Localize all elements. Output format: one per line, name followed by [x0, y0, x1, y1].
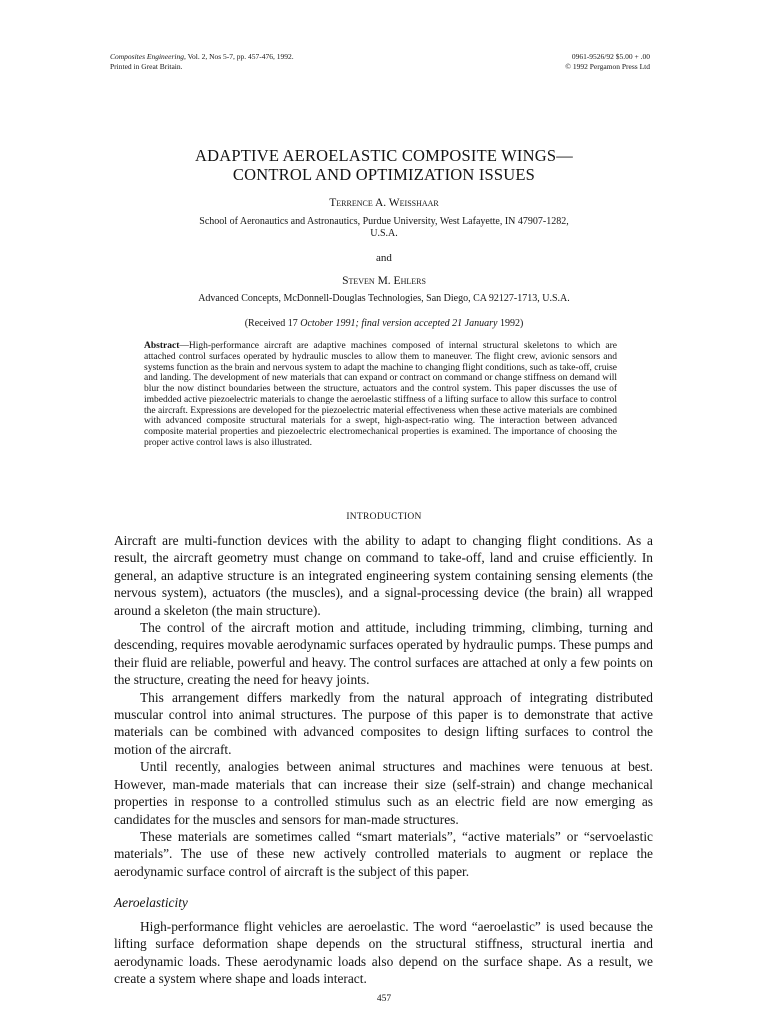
price-code: 0961-9526/92 $5.00 + .00: [571, 52, 650, 61]
paper-title: [0, 146, 768, 184]
abstract-label: Abstract: [144, 341, 180, 351]
journal-header-right: [565, 52, 650, 72]
paragraph: High-performance flight vehicles are aeroelastic. The word “aeroelastic” is used because the lifting surface deformation shape depends on the structural stiffness, structural inertia and aerodynamic loads. These aerodynamic loads also depend on the surface shape. As a result, we create a system where shape and loads interact.: [114, 919, 653, 987]
author-affiliation-1: [0, 216, 768, 240]
aeroelasticity-body: [114, 918, 653, 988]
paragraph: Aircraft are multi-function devices with the ability to adapt to changing flight conditions. As a result, the aircraft geometry must change on command to take-off, land and cruise efficiently. In general, an adaptive structure is an integrated engineering system containing sensing elements (the nervous system), actuators (the muscles), and a signal-processing device (the brain) all wrapped around a skeleton (the main structure).: [114, 533, 653, 618]
citation-details: , Vol. 2, Nos 5-7, pp. 457-476, 1992.: [183, 52, 294, 61]
paragraph: This arrangement differs markedly from the natural approach of integrating distributed muscular control into animal structures. The purpose of this paper is to demonstrate that active materials can be combined with advanced composites to design lifting surfaces to control the motion of the aircraft.: [114, 689, 653, 757]
journal-name: Composites Engineering: [110, 52, 184, 61]
printed-in: Printed in Great Britain.: [110, 62, 183, 71]
received-month: October: [300, 318, 334, 329]
title-line-2: CONTROL AND OPTIMIZATION ISSUES: [232, 165, 536, 184]
received-prefix: (Received 17: [244, 318, 301, 329]
accepted-month: January: [464, 318, 498, 329]
title-line-1: ADAPTIVE AEROELASTIC COMPOSITE WINGS—: [195, 146, 573, 165]
abstract-text: —High-performance aircraft are adaptive machines composed of internal structural skeletons to which are attached control surfaces operated by hydraulic muscles to allow them to maneuver. The flight crew, avionic sensors and systems function as the brain and nervous system to adapt the machine to changing flight conditions, such as take-off, cruise and landing. The development of new materials that can expand or contract on command or change stiffness on demand will blur the now distinct boundaries between the structure, actuators and the control system. This paper discusses the use of imbedded active piezoelectric materials to change the aeroelastic stiffness of a lifting surface to allow this surface to control the aircraft. Expressions are developed for the piezoelectric material effectiveness when these active materials are combined with advanced composite structural materials for a swept, high-aspect-ratio wing. The interaction between advanced composite material properties and piezoelectric electromechanical properties is examined. The importance of choosing the proper active control laws is also illustrated.: [144, 341, 617, 448]
received-suffix: 1992): [497, 318, 524, 329]
received-dates: [0, 318, 768, 329]
journal-header-left: [110, 52, 294, 72]
author-name-1: Terrence A. Weisshaar: [329, 197, 439, 209]
author-conjunction: and: [376, 252, 392, 264]
author-name-2: Steven M. Ehlers: [342, 275, 426, 287]
page-number: 457: [376, 994, 392, 1004]
journal-citation: [110, 52, 294, 62]
author-affiliation-2: Advanced Concepts, McDonnell-Douglas Technologies, San Diego, CA 92127-1713, U.S.A.: [198, 293, 570, 304]
affiliation-1-line-2: U.S.A.: [370, 228, 398, 239]
aeroelasticity-heading: Aeroelasticity: [114, 895, 188, 910]
affiliation-1-line-1: School of Aeronautics and Astronautics, Purdue University, West Lafayette, IN 47907-1282,: [199, 216, 569, 227]
paragraph: These materials are sometimes called “smart materials”, “active materials” or “servoelastic materials”. The use of these new actively controlled materials to augment or replace the aerodynamic surface control of aircraft is the subject of this paper.: [114, 828, 653, 879]
abstract: [144, 341, 617, 449]
received-middle: 1991; final version accepted 21: [333, 318, 465, 329]
paragraph: The control of the aircraft motion and attitude, including trimming, climbing, turning and descending, requires movable aerodynamic surfaces operated by hydraulic pumps. These pumps and their fluid are reliable, powerful and heavy. The control surfaces are attached at only a few points on the structure, creating the need for heavy joints.: [114, 620, 653, 688]
paragraph: Until recently, analogies between animal structures and machines were tenuous at best. However, man-made materials that can increase their size (self-strain) and change mechanical properties in response to a controlled stimulus such as an electric field are now emerging as candidates for the muscles and sensors for man-made structures.: [114, 759, 653, 827]
copyright: © 1992 Pergamon Press Ltd: [565, 62, 650, 71]
introduction-heading: INTRODUCTION: [346, 512, 422, 522]
introduction-body: [114, 532, 653, 880]
